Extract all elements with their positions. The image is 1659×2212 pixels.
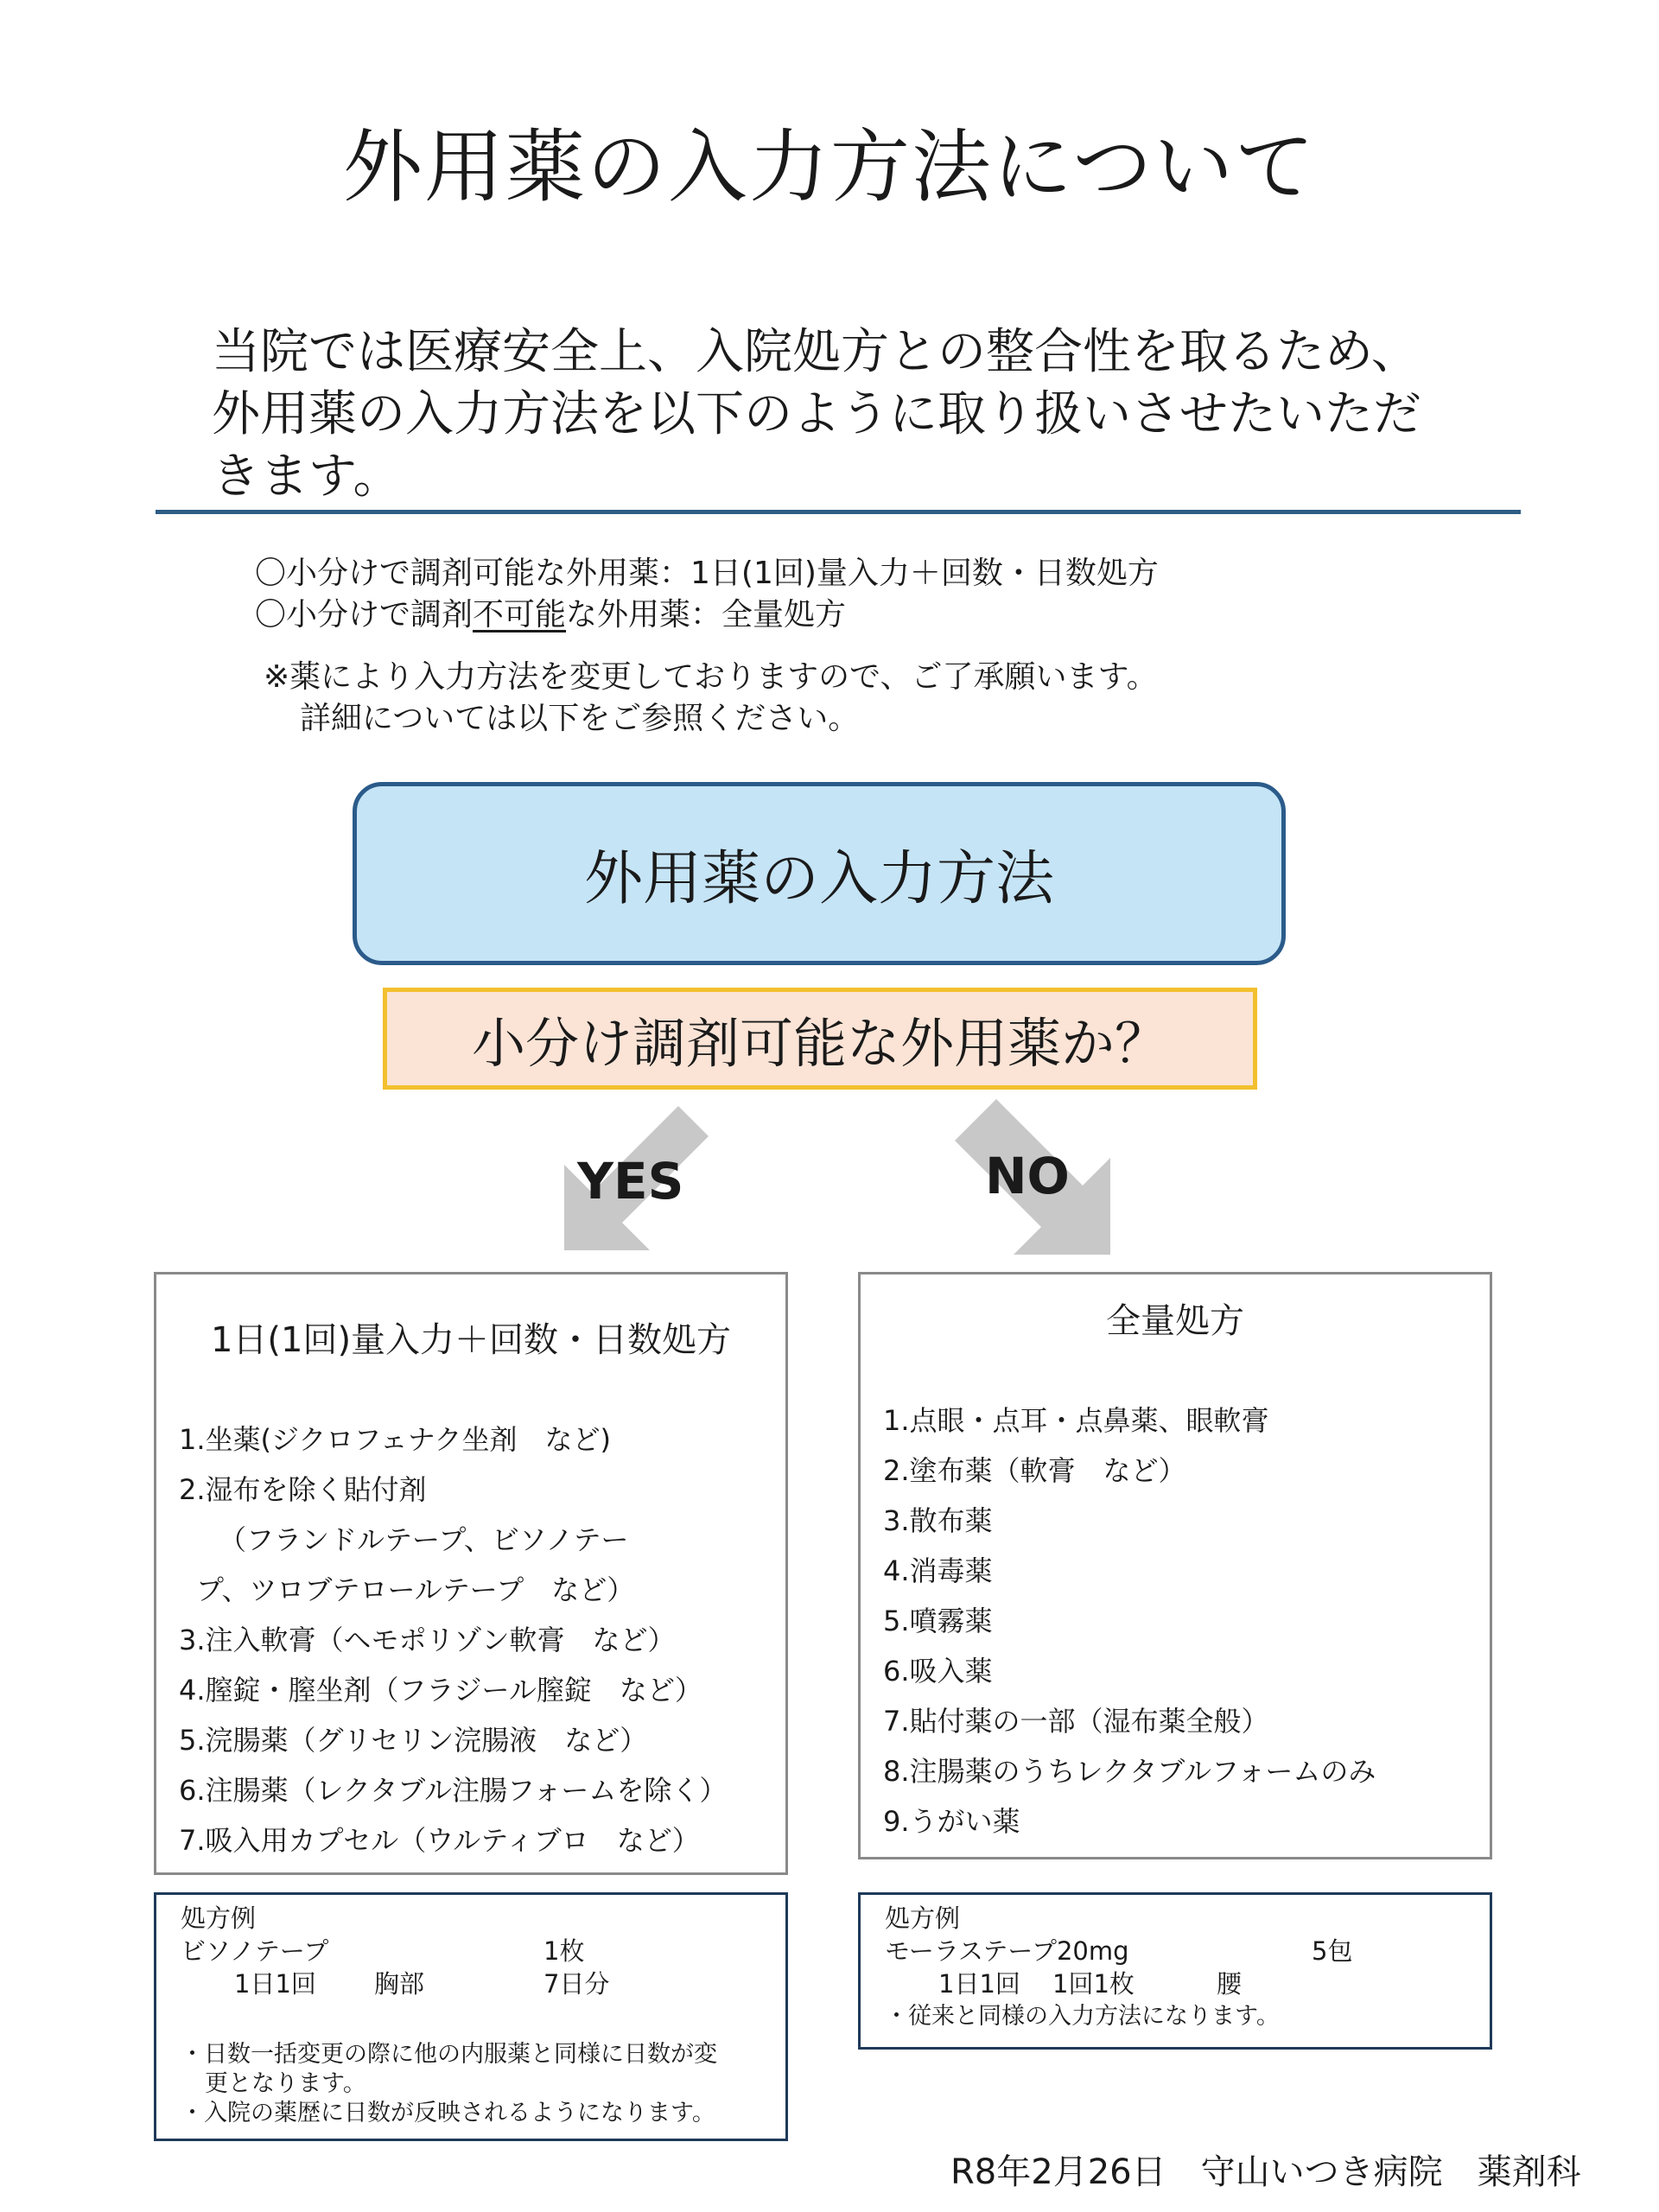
rule-divisible: 〇小分けで調剤可能な外用薬：1日(1回)量入力＋回数・日数処方 <box>255 556 1159 591</box>
list-item: 5.浣腸薬（グリセリン浣腸液 など） <box>179 1724 648 1757</box>
example-label: 処方例 <box>885 1904 961 1933</box>
example-note: ・入院の薬歴に日数が反映されるようになります。 <box>181 2100 715 2126</box>
list-item: 4.膣錠・膣坐剤（フラジール膣錠 など） <box>179 1674 702 1707</box>
list-item: （フランドルテープ、ビソノテー <box>219 1523 629 1556</box>
footer: R8年2月26日 守山いつき病院 薬剤科 <box>950 2152 1581 2192</box>
intro-line: 当院では医療安全上、入院処方との整合性を取るため、 <box>212 324 1420 380</box>
divisible-panel <box>154 1272 788 1875</box>
example-note: ・従来と同様の入力方法になります。 <box>885 2003 1280 2030</box>
notice-line: ※薬により入力方法を変更しておりますので、ご了承願います。 <box>264 659 1158 695</box>
example-site: 胸部 <box>374 1969 425 1999</box>
list-item: 2.湿布を除く貼付剤 <box>179 1473 427 1506</box>
notice-line: 詳細については以下をご参照ください。 <box>300 701 860 736</box>
panel-heading: 1日(1回)量入力＋回数・日数処方 <box>210 1320 732 1360</box>
rule-underlined: 不可能 <box>473 597 567 632</box>
list-item: 3.注入軟膏（ヘモポリゾン軟膏 など） <box>179 1624 676 1656</box>
example-drug: ビソノテープ <box>181 1936 329 1966</box>
rule-text: 〇小分けで調剤 <box>255 597 474 632</box>
list-item: 6.吸入薬 <box>883 1655 993 1688</box>
list-item: 3.散布薬 <box>883 1504 993 1537</box>
rule-text: な外用薬：全量処方 <box>566 597 847 632</box>
panel-heading: 全量処方 <box>1106 1301 1244 1341</box>
list-item: 1.点眼・点耳・点鼻薬、眼軟膏 <box>883 1404 1269 1437</box>
example-note: ・日数一括変更の際に他の内服薬と同様に日数が変 <box>181 2041 717 2068</box>
example-freq: 1日1回 <box>234 1969 316 1999</box>
intro-line: きます。 <box>212 448 402 505</box>
item-list <box>883 1395 1376 1847</box>
item-list <box>179 1414 727 1866</box>
intro-line: 外用薬の入力方法を以下のように取り扱いさせたいただ <box>212 386 1421 442</box>
example-dose: 1回1枚 <box>1052 1969 1135 1999</box>
list-item: 7.吸入用カプセル（ウルティブロ など） <box>179 1824 700 1857</box>
example-label: 処方例 <box>181 1904 257 1933</box>
list-item: 2.塗布薬（軟膏 など） <box>883 1454 1186 1487</box>
example-note: 更となります。 <box>205 2070 366 2097</box>
list-item: 9.うがい薬 <box>883 1805 1020 1838</box>
example-qty: 5包 <box>1312 1936 1353 1966</box>
list-item: 4.消毒薬 <box>883 1554 993 1587</box>
list-item: 5.噴霧薬 <box>883 1605 993 1637</box>
full-amount-example <box>858 1892 1492 2050</box>
example-days: 7日分 <box>543 1969 610 1999</box>
question-text: 小分け調剤可能な外用薬か？ <box>471 1011 1168 1075</box>
list-item: 1.坐薬(ジクロフェナク坐剤 など) <box>179 1423 611 1456</box>
divisible-example <box>154 1892 788 2141</box>
no-label: NO <box>985 1147 1070 1205</box>
example-freq: 1日1回 <box>938 1969 1020 1999</box>
list-item: プ、ツロブテロールテープ など） <box>196 1573 635 1606</box>
main-heading-text: 外用薬の入力方法 <box>583 844 1054 913</box>
example-site: 腰 <box>1217 1969 1243 1999</box>
full-amount-panel <box>858 1272 1492 1859</box>
example-drug: モーラステープ20mg <box>885 1936 1129 1966</box>
page-title: 外用薬の入力方法について <box>342 121 1317 213</box>
example-qty: 1枚 <box>543 1936 585 1966</box>
list-item: 7.貼付薬の一部（湿布薬全般） <box>883 1705 1269 1738</box>
list-item: 8.注腸薬のうちレクタブルフォームのみ <box>883 1755 1376 1788</box>
list-item: 6.注腸薬（レクタブル注腸フォームを除く） <box>179 1774 728 1807</box>
yes-label: YES <box>577 1152 684 1211</box>
